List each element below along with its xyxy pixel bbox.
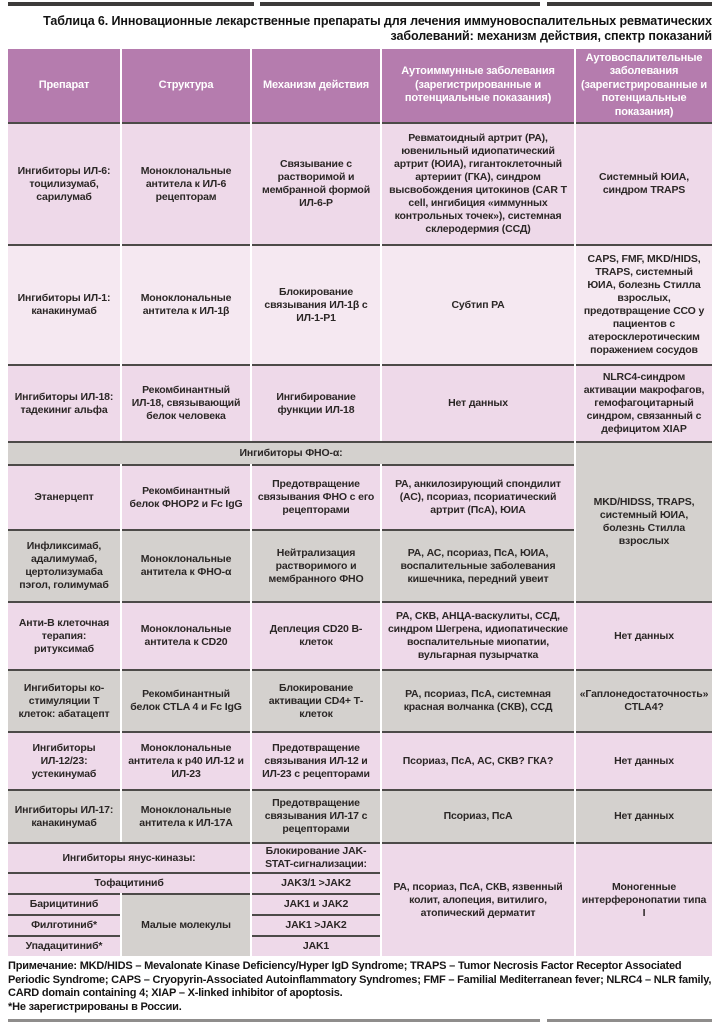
column-header-mechanism: Механизм действия <box>252 49 380 122</box>
cell-il17-drug: Ингибиторы ИЛ-17: канакинумаб <box>8 789 120 842</box>
cell-il1-mechanism: Блокирование связывания ИЛ-1β с ИЛ-1-Р1 <box>252 244 380 364</box>
cell-upadacitinib-name: Упадацитиниб* <box>8 935 120 956</box>
cell-il1223-autoinflammatory: Нет данных <box>576 731 712 789</box>
section-header-tnf: Ингибиторы ФНО-α: <box>8 441 574 464</box>
cell-jak-structure: Малые молекулы <box>122 893 250 956</box>
cell-infliximab-autoimmune: РА, АС, псориаз, ПсА, ЮИА, воспалительные заболевания кишечника, передний увеит <box>382 529 574 601</box>
cell-il6-autoimmune: Ревматоидный артрит (РА), ювенильный идиопатический артрит (ЮИА), гигантоклеточный артериит (ГКА), синдром высвобождения цитокинов (CAR T cell, ингибиция «иммунных контрольных точек»), системная склеродермия (ССД) <box>382 122 574 244</box>
cell-tnf-autoinflammatory: MKD/HIDSS, TRAPS, системный ЮИА, болезнь Стилла взрослых <box>576 441 712 601</box>
cell-tofacitinib-target: JAK3/1 >JAK2 <box>252 872 380 893</box>
cell-abatacept-mechanism: Блокирование активации CD4+ Т-клеток <box>252 669 380 731</box>
cell-il17-structure: Моноклональные антитела к ИЛ-17А <box>122 789 250 842</box>
cell-il1-autoimmune: Субтип РА <box>382 244 574 364</box>
column-header-autoinflammatory: Аутовоспалительные заболевания (зарегистрированные и потенциальные показания) <box>576 49 712 122</box>
cell-infliximab-drug: Инфликсимаб, адалимумаб, цертолизумаба пэгол, голимумаб <box>8 529 120 601</box>
table-title-line2: заболеваний: механизм действия, спектр показаний <box>390 29 712 43</box>
cell-il6-autoinflammatory: Системный ЮИА, синдром TRAPS <box>576 122 712 244</box>
cell-infliximab-mechanism: Нейтрализация растворимого и мембранного ФНО <box>252 529 380 601</box>
cell-baricitinib-name: Барицитиниб <box>8 893 120 914</box>
cell-rituximab-drug: Анти-В клеточная терапия: ритуксимаб <box>8 601 120 669</box>
cell-rituximab-structure: Моноклональные антитела к CD20 <box>122 601 250 669</box>
column-header-drug: Препарат <box>8 49 120 122</box>
cell-abatacept-autoinflammatory: «Гаплонедостаточность» CTLA4? <box>576 669 712 731</box>
cell-il1223-autoimmune: Псориаз, ПсА, АС, СКВ? ГКА? <box>382 731 574 789</box>
cell-il1-drug: Ингибиторы ИЛ-1: канакинумаб <box>8 244 120 364</box>
table-title <box>8 14 712 44</box>
footnote-abbreviations: Примечание: MKD/HIDS – Mevalonate Kinase Deficiency/Hyper IgD Syndrome; TRAPS – Tumor Necrosis Factor Receptor Associated Periodic Syndrome; CAPS – Cryopyrin-Associated Autoinflammatory Syndromes; FMF – Familial Mediterranean fever; NLRC4 – NLR family, CARD domain containing 4; XIAP – X-linked inhibitor of apoptosis. <box>8 960 712 1000</box>
cell-etanercept-mechanism: Предотвращение связывания ФНО с его рецепторами <box>252 464 380 529</box>
cell-il18-autoinflammatory: NLRC4-синдром активации макрофагов, гемофагоцитарный синдром, связанный с дефицитом XIAP <box>576 364 712 441</box>
footnote-asterisk: *Не зарегистрированы в России. <box>8 1000 182 1013</box>
cell-il18-drug: Ингибиторы ИЛ-18: тадекиниг альфа <box>8 364 120 441</box>
cell-abatacept-autoimmune: РА, псориаз, ПсА, системная красная волчанка (СКВ), ССД <box>382 669 574 731</box>
cell-il1-structure: Моноклональные антитела к ИЛ-1β <box>122 244 250 364</box>
column-header-structure: Структура <box>122 49 250 122</box>
cell-etanercept-drug: Этанерцепт <box>8 464 120 529</box>
cell-il1223-mechanism: Предотвращение связывания ИЛ-12 и ИЛ-23 с рецепторами <box>252 731 380 789</box>
cell-il17-autoimmune: Псориаз, ПсА <box>382 789 574 842</box>
column-header-autoimmune: Аутоиммунные заболевания (зарегистрированные и потенциальные показания) <box>382 49 574 122</box>
cell-etanercept-autoimmune: РА, анкилозирующий спондилит (АС), псориаз, псориатический артрит (ПсА), ЮИА <box>382 464 574 529</box>
cell-il1223-structure: Моноклональные антитела к р40 ИЛ-12 и ИЛ-23 <box>122 731 250 789</box>
cell-il17-mechanism: Предотвращение связывания ИЛ-17 с рецепторами <box>252 789 380 842</box>
cell-baricitinib-target: JAK1 и JAK2 <box>252 893 380 914</box>
cell-infliximab-structure: Моноклональные антитела к ФНО-α <box>122 529 250 601</box>
table-title-line1: Таблица 6. Инновационные лекарственные препараты для лечения иммуновоспалительных ревматических <box>43 14 712 28</box>
cell-il1-autoinflammatory: CAPS, FMF, MKD/HIDS, TRAPS, системный ЮИА, болезнь Стилла взрослых, предотвращение ССО у пациентов с атеросклеротическим поражением сосудов <box>576 244 712 364</box>
cell-jak-mechanism-header: Блокирование JAK-STAT-сигнализации: <box>252 842 380 872</box>
cell-rituximab-mechanism: Деплеция CD20 В-клеток <box>252 601 380 669</box>
cell-il6-structure: Моноклональные антитела к ИЛ-6 рецепторам <box>122 122 250 244</box>
cell-il18-structure: Рекомбинантный ИЛ-18, связывающий белок человека <box>122 364 250 441</box>
cell-filgotinib-name: Филготиниб* <box>8 914 120 935</box>
cell-il18-autoimmune: Нет данных <box>382 364 574 441</box>
top-divider <box>8 2 712 6</box>
cell-jak-autoinflammatory: Моногенные интерферонопатии типа I <box>576 842 712 956</box>
cell-il1223-drug: Ингибиторы ИЛ-12/23: устекинумаб <box>8 731 120 789</box>
cell-abatacept-drug: Ингибиторы ко-стимуляции Т клеток: абатацепт <box>8 669 120 731</box>
cell-jak-autoimmune: РА, псориаз, ПсА, СКВ, язвенный колит, алопеция, витилиго, атопический дерматит <box>382 842 574 956</box>
cell-abatacept-structure: Рекомбинантный белок CTLA 4 и Fc IgG <box>122 669 250 731</box>
cell-il6-drug: Ингибиторы ИЛ-6: тоцилизумаб, сарилумаб <box>8 122 120 244</box>
section-header-jak: Ингибиторы янус-киназы: <box>8 842 250 872</box>
cell-etanercept-structure: Рекомбинантный белок ФНОР2 и Fc IgG <box>122 464 250 529</box>
table-page <box>8 2 712 1022</box>
table-footnote <box>8 960 712 1014</box>
cell-tofacitinib-name: Тофацитиниб <box>8 872 250 893</box>
cell-rituximab-autoimmune: РА, СКВ, АНЦА-васкулиты, ССД, синдром Шегрена, идиопатические воспалительные миопатии, вульгарная пузырчатка <box>382 601 574 669</box>
cell-il18-mechanism: Ингибирование функции ИЛ-18 <box>252 364 380 441</box>
bottom-divider <box>8 1019 712 1022</box>
cell-upadacitinib-target: JAK1 <box>252 935 380 956</box>
cell-filgotinib-target: JAK1 >JAK2 <box>252 914 380 935</box>
cell-il17-autoinflammatory: Нет данных <box>576 789 712 842</box>
cell-rituximab-autoinflammatory: Нет данных <box>576 601 712 669</box>
cell-il6-mechanism: Связывание с растворимой и мембранной формой ИЛ-6-Р <box>252 122 380 244</box>
drug-table <box>8 49 712 956</box>
